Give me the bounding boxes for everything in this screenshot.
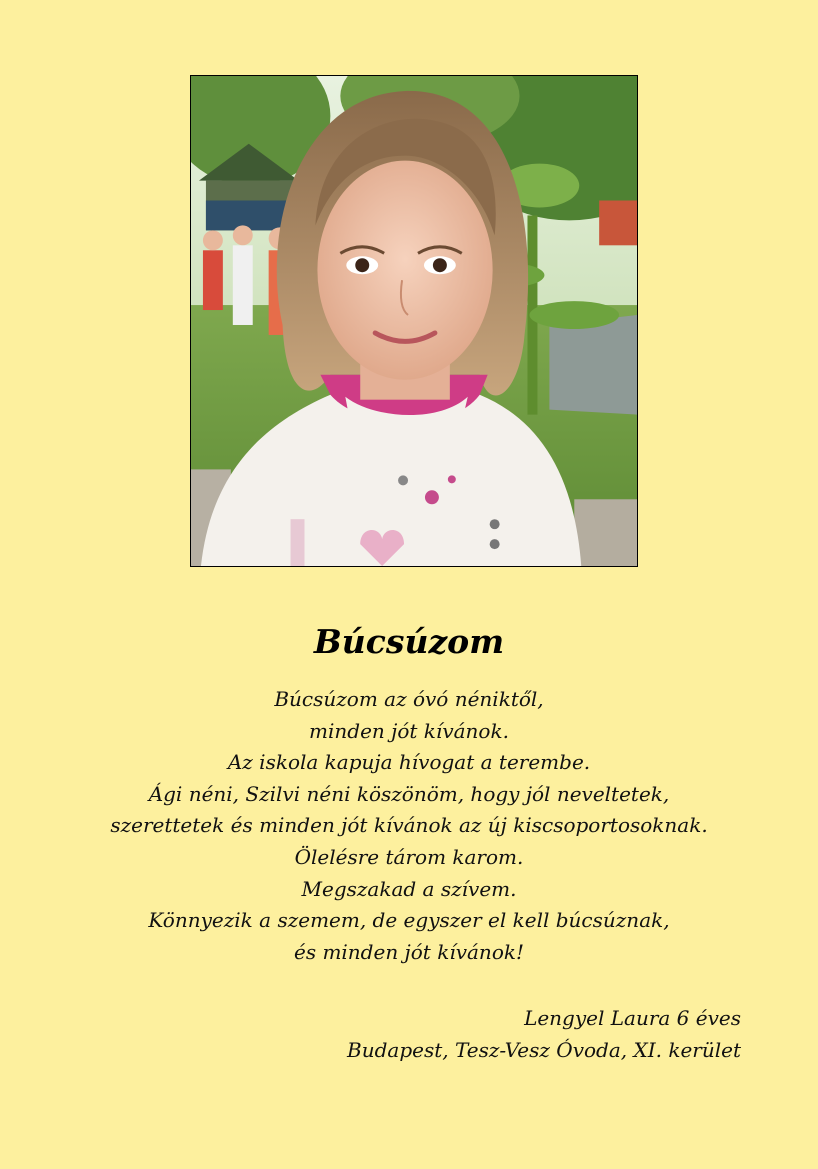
poem-line: Ági néni, Szilvi néni köszönöm, hogy jól neveltetek, [148, 781, 670, 806]
poem-line: Az iskola kapuja hívogat a terembe. [227, 750, 591, 775]
poem-line: minden jót kívánok. [309, 718, 509, 743]
author-location: Budapest, Tesz-Vesz Óvoda, XI. kerület [347, 1038, 741, 1062]
poem-line: és minden jót kívánok! [293, 939, 525, 964]
photo-icon [191, 76, 637, 566]
author-name: Lengyel Laura 6 éves [524, 1006, 741, 1030]
child-portrait-photo [190, 75, 638, 567]
poem-text [0, 684, 818, 968]
poem-line: Ölelésre tárom karom. [294, 844, 524, 869]
poem-line: Könnyezik a szemem, de egyszer el kell búcsúznak, [148, 908, 670, 933]
poem-line: Búcsúzom az óvó néniktől, [274, 687, 544, 711]
signature [347, 1002, 741, 1066]
poem-line: szerettetek és minden jót kívánok az új kiscsoportosoknak. [110, 813, 708, 838]
poem-title: Búcsúzom [313, 622, 505, 661]
poem-line: Megszakad a szívem. [301, 876, 517, 901]
